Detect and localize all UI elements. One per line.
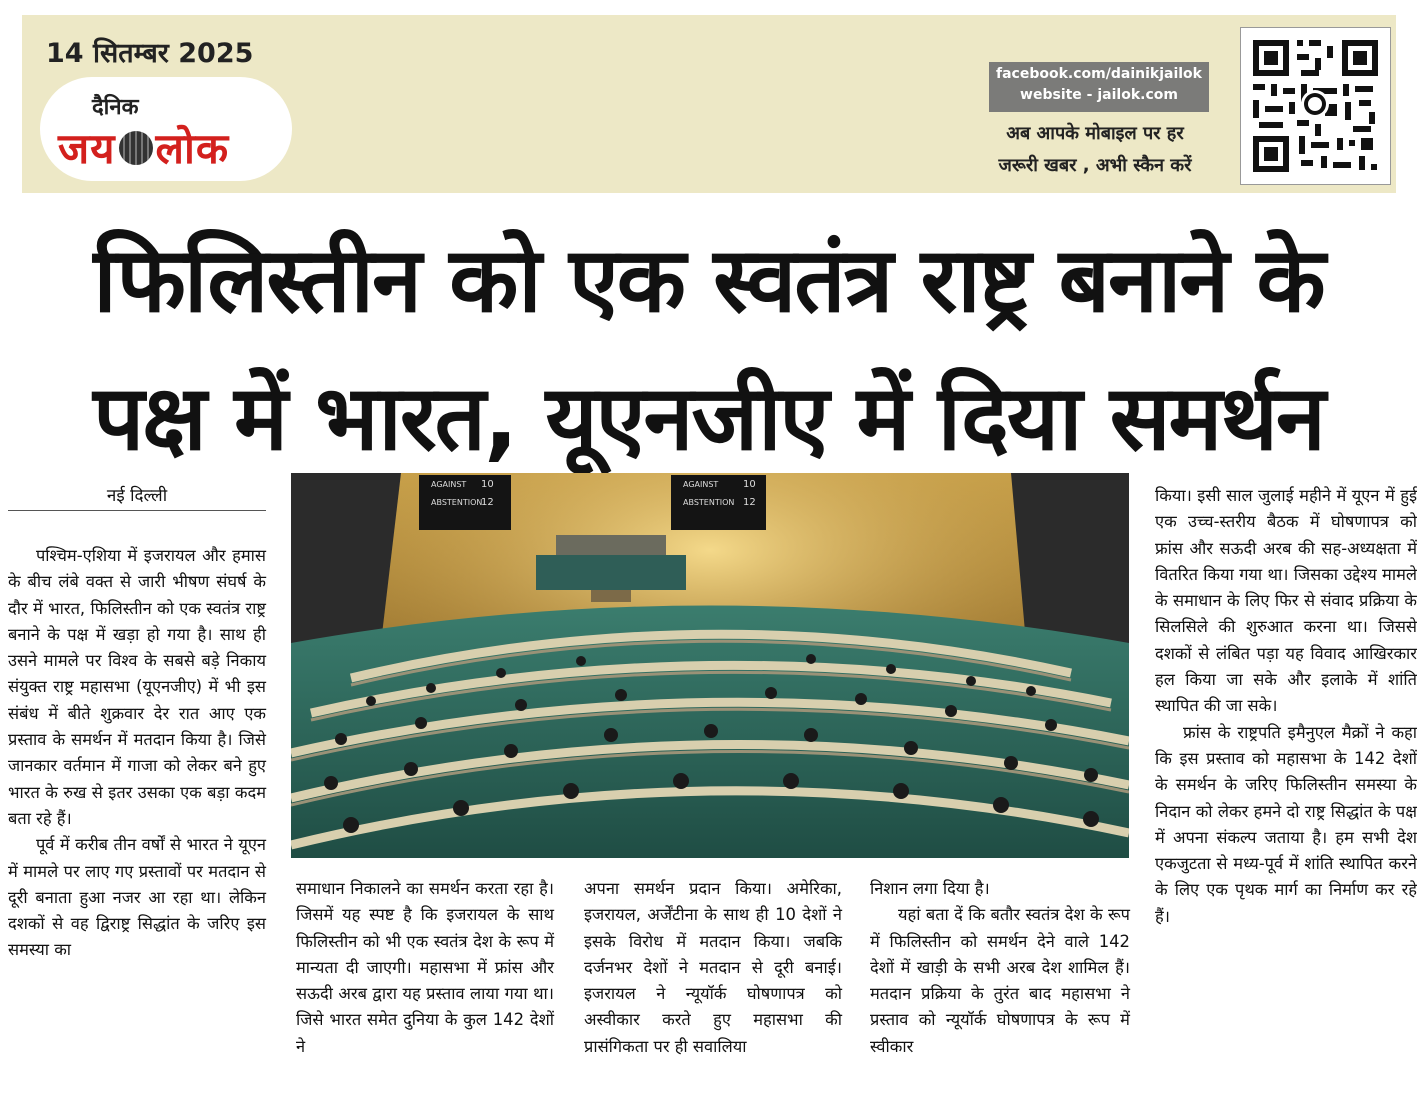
article-column-1 xyxy=(8,543,266,964)
paragraph: पश्चिम-एशिया में इजरायल और हमास के बीच लंबे वक्त से जारी भीषण संघर्ष के दौर में भारत, फिलिस्तीन को एक स्वतंत्र राष्ट्र बनाने के पक्ष में खड़ा हो गया है। साथ ही उसने मामले पर विश्व के सबसे बड़े निकाय संयुक्त राष्ट्र महासभा (यूएनजीए) में भी इस संबंध में बीते शुक्रवार देर रात आए एक प्रस्ताव के समर्थन में मतदान किया है। जिसे जानकार वर्तमान में गाजा को लेकर बने हुए भारत के रुख से इतर उसका एक बड़ा कदम बता रहे हैं। xyxy=(8,546,266,828)
paragraph: फ्रांस के राष्ट्रपति इमैनुएल मैक्रों ने कहा कि इस प्रस्ताव को महासभा के 142 देशों के समर्थन के जरिए फिलिस्तीन समस्या के निदान को लेकर हमने दो राष्ट्र सिद्धांत के पक्ष में अपना संकल्प जताया है। हम सभी देश एकजुटता से मध्य-पूर्व में शांति स्थापित करने के लिए एक पृथक मार्ग का निर्माण कर रहे हैं। xyxy=(1155,722,1417,926)
unga-hall-photo xyxy=(291,473,1129,858)
masthead xyxy=(22,15,1396,193)
scan-prompt-line-2: जरूरी खबर , अभी स्कैन करें xyxy=(998,155,1192,176)
headline-line-2: पक्ष में भारत, यूएनजीए में दिया समर्थन xyxy=(93,366,1324,471)
headline-line-1: फिलिस्तीन को एक स्वतंत्र राष्ट्र बनाने के xyxy=(93,228,1324,333)
article-column-3 xyxy=(584,876,842,1060)
paragraph: किया। इसी साल जुलाई महीने में यूएन में हुई एक उच्च-स्तरीय बैठक में घोषणापत्र को फ्रांस और सऊदी अरब की सह-अध्यक्षता में वितरित किया गया था। जिसका उद्देश्य मामले के समाधान के लिए फिर से संवाद प्रक्रिया के सिलसिले की शुरुआत करना था। जिससे दशकों से लंबित पड़ा यह विवाद आखिरकार हल किया जा सके और इलाके में शांति स्थापित की जा सके। xyxy=(1155,486,1417,716)
paragraph: यहां बता दें कि बतौर स्वतंत्र देश के रूप में फिलिस्तीन को समर्थन देने वाले 142 देशों में खाड़ी के सभी अरब देश शामिल हैं। मतदान प्रक्रिया के तुरंत बाद महासभा ने प्रस्ताव को न्यूयॉर्क घोषणापत्र के रूप में स्वीकार xyxy=(870,905,1130,1056)
paragraph: पूर्व में करीब तीन वर्षों से भारत ने यूएन में मामले पर लाए गए प्रस्तावों पर मतदान से दूरी बनाता हुआ नजर आ रहा था। लेकिन दशकों से वह द्विराष्ट्र सिद्धांत के जरिए इस समस्या का xyxy=(8,835,266,960)
scan-prompt xyxy=(975,118,1215,182)
logo-word-2: लोक xyxy=(155,124,230,173)
qr-code-icon[interactable] xyxy=(1240,27,1391,185)
logo-word-1: जय xyxy=(58,124,116,173)
main-headline xyxy=(0,212,1417,488)
scan-prompt-line-1: अब आपके मोबाइल पर हर xyxy=(1006,123,1184,144)
paragraph: समाधान निकालने का समर्थन करता रहा है। जिसमें यह स्पष्ट है कि इजरायल के साथ फिलिस्तीन को भी एक स्वतंत्र देश के रूप में मान्यता दी जाएगी। महासभा में फ्रांस और सऊदी अरब द्वारा यह प्रस्ताव लाया गया था। जिसे भारत समेत दुनिया के कुल 142 देशों ने xyxy=(296,879,554,1056)
social-links-box xyxy=(989,62,1209,112)
svg-text:10: 10 xyxy=(743,479,756,490)
paragraph: निशान लगा दिया है। xyxy=(870,879,990,898)
board-value-abstention: 12 xyxy=(481,497,494,508)
article-column-2 xyxy=(296,876,554,1060)
board-value-against: 10 xyxy=(481,479,494,490)
board-label-abstention: ABSTENTION xyxy=(431,498,483,507)
svg-text:AGAINST: AGAINST xyxy=(683,480,719,489)
issue-date: 14 सितम्बर 2025 xyxy=(46,38,254,69)
paragraph: अपना समर्थन प्रदान किया। अमेरिका, इजरायल, अर्जेंटीना के साथ ही 10 देशों ने इसके विरोध में मतदान किया। जबकि दर्जनभर देशों ने मतदान से दूरी बनाई। इजरायल ने न्यूयॉर्क घोषणापत्र को अस्वीकार करते हुए महासभा की प्रासंगिकता पर ही सवालिया xyxy=(584,879,842,1056)
logo-prefix: दैनिक xyxy=(92,95,139,120)
facebook-link[interactable]: facebook.com/dainikjailok xyxy=(996,66,1202,82)
svg-text:ABSTENTION: ABSTENTION xyxy=(683,498,735,507)
board-label-against: AGAINST xyxy=(431,480,467,489)
newspaper-logo xyxy=(58,119,229,176)
website-link[interactable]: website - jailok.com xyxy=(1020,87,1178,103)
article-column-5 xyxy=(1155,483,1417,930)
dateline: नई दिल्ली xyxy=(8,483,266,511)
svg-text:12: 12 xyxy=(743,497,756,508)
globe-icon xyxy=(119,131,153,165)
article-column-4 xyxy=(870,876,1130,1060)
